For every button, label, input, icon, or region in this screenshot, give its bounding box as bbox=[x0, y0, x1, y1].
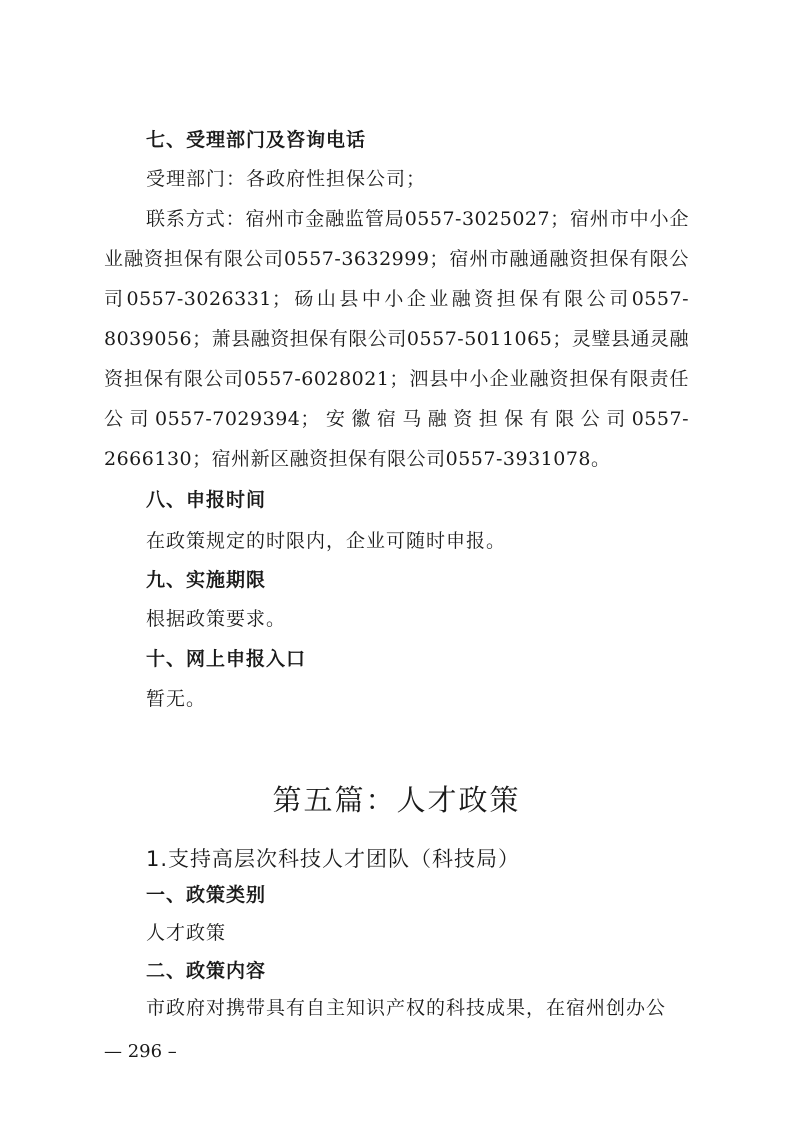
section-8-heading: 八、申报时间 bbox=[146, 489, 267, 511]
chapter-title: 第五篇：人才政策 bbox=[272, 783, 521, 817]
policy-category-heading: 一、政策类别 bbox=[146, 884, 267, 906]
policy-category-text: 人才政策 bbox=[146, 922, 227, 944]
application-time-text: 在政策规定的时限内，企业可随时申报。 bbox=[146, 530, 507, 552]
page-number: — 296 – bbox=[104, 1041, 177, 1062]
contact-info-paragraph: 联系方式：宿州市金融监管局0557-3025027；宿州市中小企业融资担保有限公司0557-3632999；宿州市融通融资担保有限公司0557-3026331；砀山县中小企业融资担保有限公司0557-8039056；萧县融资担保有限公司0557-5011065；灵璧县通灵融资担保有限公司0557-6028021；泗县中小企业融资担保有限责任公司0557-7029394；安徽宿马融资担保有限公司0557-2666130；宿州新区融资担保有限公司0557-3931078。 bbox=[104, 208, 689, 470]
policy-content-heading: 二、政策内容 bbox=[146, 960, 267, 982]
online-entry-text: 暂无。 bbox=[146, 688, 207, 710]
policy-title: 1.支持高层次科技人才团队（科技局） bbox=[146, 847, 521, 871]
policy-content-text: 市政府对携带具有自主知识产权的科技成果，在宿州创办公 bbox=[146, 997, 667, 1019]
section-7-heading: 七、受理部门及咨询电话 bbox=[146, 129, 367, 151]
section-9-heading: 九、实施期限 bbox=[146, 569, 267, 591]
section-10-heading: 十、网上申报入口 bbox=[146, 648, 307, 670]
implementation-period-text: 根据政策要求。 bbox=[146, 608, 287, 630]
accepting-department-line: 受理部门：各政府性担保公司； bbox=[146, 168, 427, 190]
